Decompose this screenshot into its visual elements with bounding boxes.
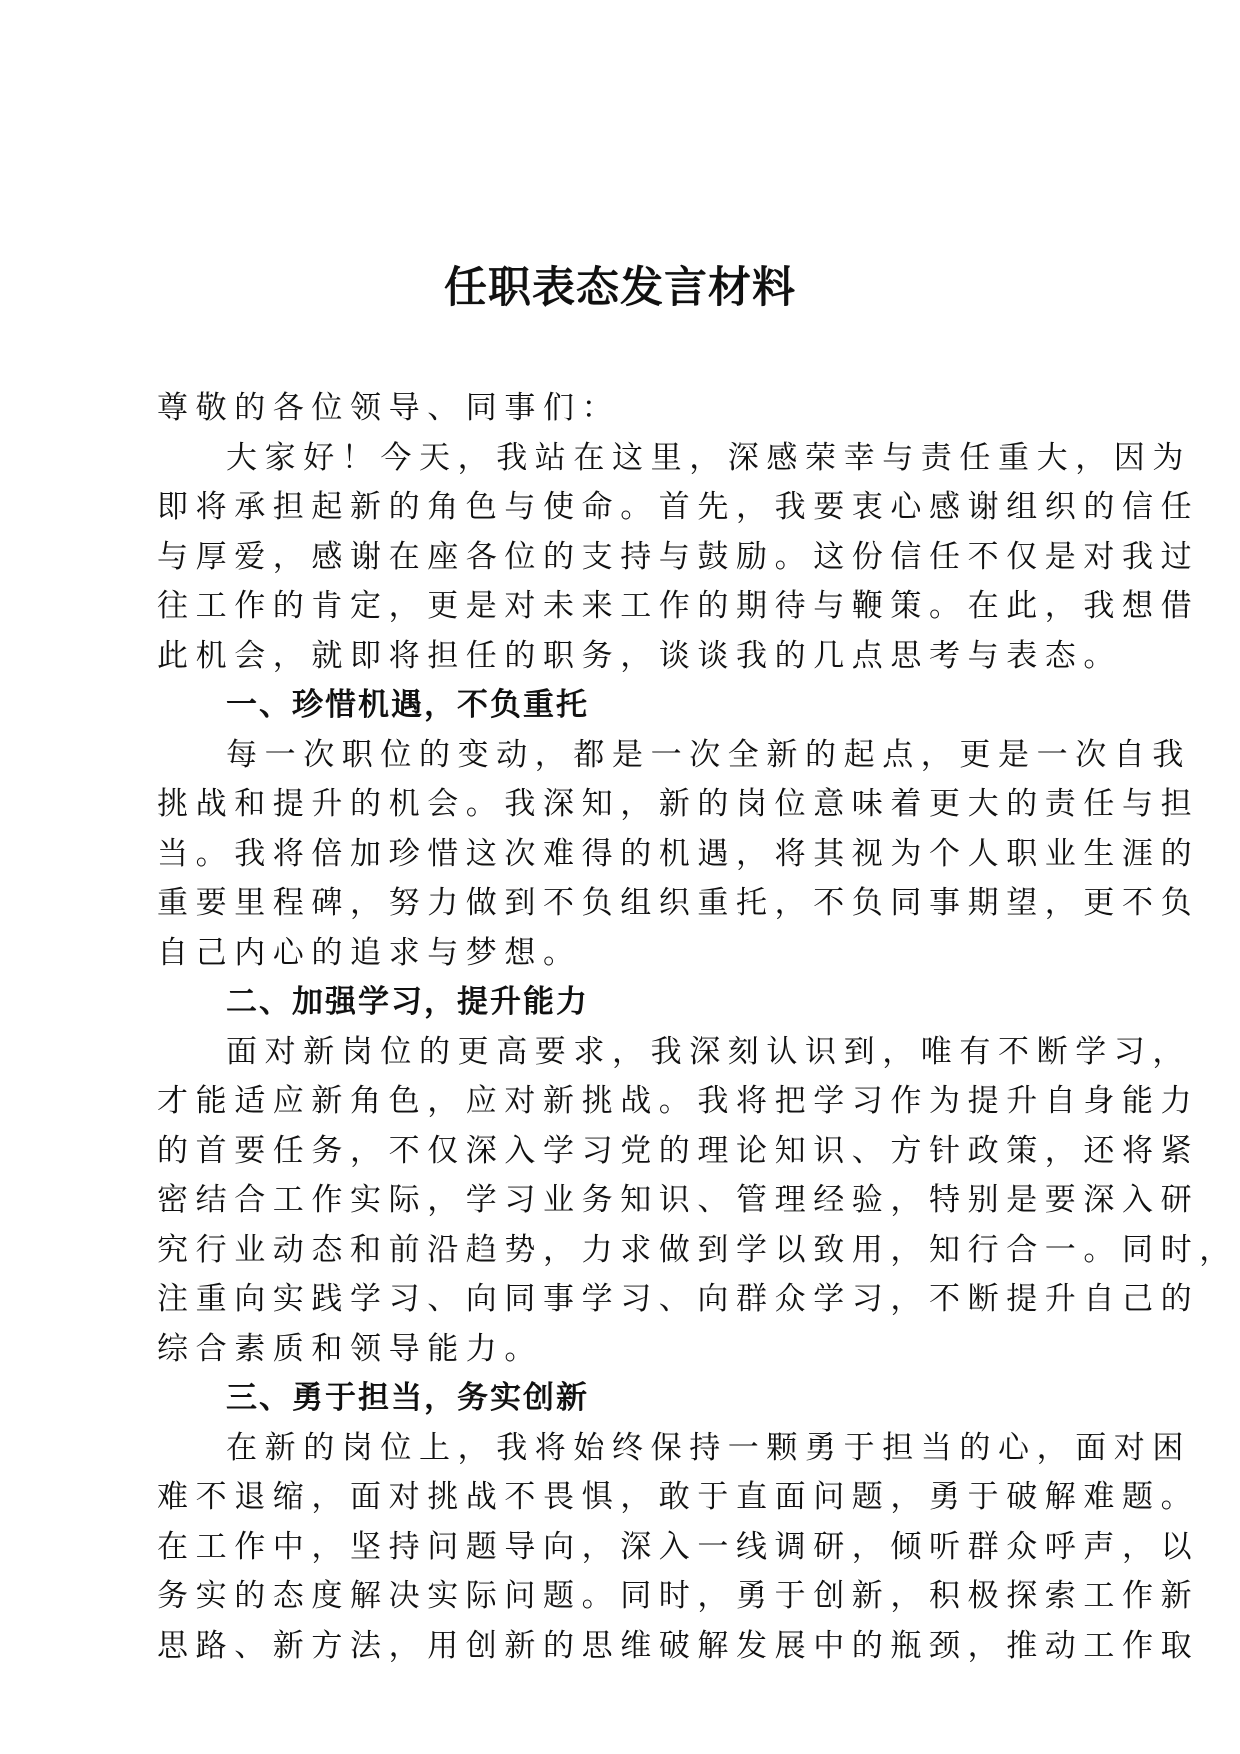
paragraph-line: 的首要任务，不仅深入学习党的理论知识、方针政策，还将紧 [157, 1132, 1200, 1169]
section-heading: 二、加强学习，提升能力 [226, 984, 589, 1020]
document-title: 任职表态发言材料 [444, 263, 796, 313]
paragraph-line: 大家好！今天，我站在这里，深感荣幸与责任重大，因为 [226, 439, 1191, 476]
paragraph-line: 务实的态度解决实际问题。同时，勇于创新，积极探索工作新 [157, 1578, 1200, 1614]
section-heading: 一、珍惜机遇，不负重托 [226, 687, 589, 723]
paragraph-line: 往工作的肯定，更是对未来工作的期待与鞭策。在此，我想借 [157, 588, 1200, 624]
paragraph-line: 自己内心的追求与梦想。 [157, 934, 582, 971]
document-body [157, 384, 1238, 1671]
paragraph-line: 思路、新方法，用创新的思维破解发展中的瓶颈，推动工作取 [157, 1627, 1200, 1664]
paragraph-line: 挑战和提升的机会。我深知，新的岗位意味着更大的责任与担 [157, 786, 1200, 822]
paragraph-line: 注重向实践学习、向同事学习、向群众学习，不断提升自己的 [157, 1281, 1200, 1317]
paragraph-line: 综合素质和领导能力。 [157, 1330, 543, 1367]
paragraph-line: 在新的岗位上，我将始终保持一颗勇于担当的心，面对困 [226, 1429, 1191, 1466]
paragraph-line: 每一次职位的变动，都是一次全新的起点，更是一次自我 [226, 736, 1191, 773]
paragraph-line: 当。我将倍加珍惜这次难得的机遇，将其视为个人职业生涯的 [157, 835, 1200, 872]
section-heading: 三、勇于担当，务实创新 [226, 1380, 589, 1416]
paragraph-line: 难不退缩，面对挑战不畏惧，敢于直面问题，勇于破解难题。 [157, 1479, 1200, 1515]
paragraph-line: 与厚爱，感谢在座各位的支持与鼓励。这份信任不仅是对我过 [157, 538, 1200, 575]
paragraph-line: 此机会，就即将担任的职务，谈谈我的几点思考与表态。 [157, 637, 1122, 674]
paragraph-line: 密结合工作实际，学习业务知识、管理经验，特别是要深入研 [157, 1182, 1200, 1218]
paragraph-line: 在工作中，坚持问题导向，深入一线调研，倾听群众呼声，以 [157, 1528, 1200, 1565]
paragraph-line: 面对新岗位的更高要求，我深刻认识到，唯有不断学习， [226, 1033, 1191, 1070]
salutation: 尊敬的各位领导、同事们： [157, 390, 621, 426]
paragraph-line: 即将承担起新的角色与使命。首先，我要衷心感谢组织的信任 [157, 489, 1200, 525]
paragraph-line: 究行业动态和前沿趋势，力求做到学以致用，知行合一。同时， [157, 1231, 1238, 1268]
paragraph-line: 才能适应新角色，应对新挑战。我将把学习作为提升自身能力 [157, 1083, 1200, 1119]
paragraph-line: 重要里程碑，努力做到不负组织重托，不负同事期望，更不负 [157, 885, 1200, 921]
